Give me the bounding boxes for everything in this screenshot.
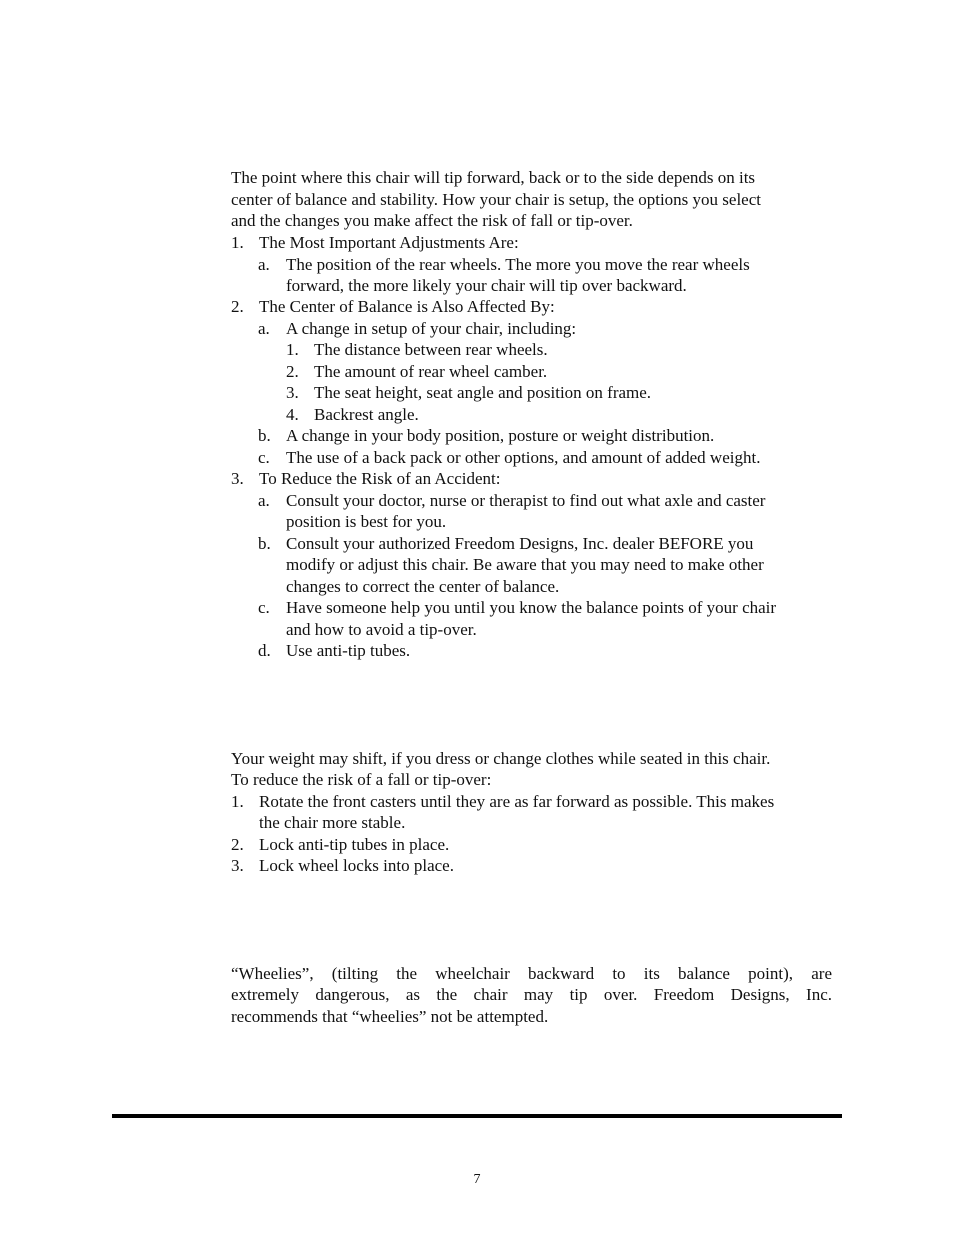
list-item-heading: To Reduce the Risk of an Accident:: [259, 469, 501, 488]
list-letter: d.: [258, 641, 271, 660]
footer-rule: [112, 1114, 842, 1118]
list-item-text: the chair more stable.: [259, 813, 406, 832]
list-item-text: changes to correct the center of balance.: [286, 577, 560, 596]
paragraph-line: “Wheelies”, (tilting the wheelchair backward to its balance point), are: [231, 964, 832, 983]
list-number: 2.: [286, 362, 299, 381]
list-letter: c.: [258, 448, 270, 467]
list-number: 3.: [286, 383, 299, 402]
list-item-text: The amount of rear wheel camber.: [314, 362, 548, 381]
list-number: 1.: [286, 340, 299, 359]
list-item-text: Use anti-tip tubes.: [286, 641, 411, 660]
list-item-text: Consult your doctor, nurse or therapist to find out what axle and caster: [286, 491, 766, 510]
list-item-text: A change in setup of your chair, including:: [286, 319, 577, 338]
paragraph-line: Your weight may shift, if you dress or change clothes while seated in this chair.: [231, 749, 771, 768]
list-item-text: A change in your body position, posture or weight distribution.: [286, 426, 715, 445]
list-letter: c.: [258, 598, 270, 617]
paragraph-line: recommends that “wheelies” not be attempted.: [231, 1007, 549, 1026]
list-number: 3.: [231, 856, 244, 875]
list-item-text: Lock anti-tip tubes in place.: [259, 835, 450, 854]
list-item-text: Rotate the front casters until they are as far forward as possible. This makes: [259, 792, 775, 811]
list-number: 1.: [231, 792, 244, 811]
list-item-text: The seat height, seat angle and position on frame.: [314, 383, 652, 402]
list-number: 3.: [231, 469, 244, 488]
list-letter: b.: [258, 534, 271, 553]
list-item-heading: The Center of Balance is Also Affected By:: [259, 297, 555, 316]
list-letter: a.: [258, 319, 270, 338]
list-number: 2.: [231, 835, 244, 854]
list-letter: a.: [258, 255, 270, 274]
list-item-heading: The Most Important Adjustments Are:: [259, 233, 519, 252]
paragraph-line: The point where this chair will tip forward, back or to the side depends on its: [231, 168, 756, 187]
list-number: 2.: [231, 297, 244, 316]
list-letter: b.: [258, 426, 271, 445]
list-item-text: modify or adjust this chair. Be aware that you may need to make other: [286, 555, 764, 574]
list-letter: a.: [258, 491, 270, 510]
list-item-text: Have someone help you until you know the balance points of your chair: [286, 598, 777, 617]
list-number: 4.: [286, 405, 299, 424]
list-item-text: forward, the more likely your chair will tip over backward.: [286, 276, 687, 295]
page-number: 7: [473, 1172, 481, 1187]
list-item-text: Consult your authorized Freedom Designs, Inc. dealer BEFORE you: [286, 534, 754, 553]
list-item-text: Backrest angle.: [314, 405, 419, 424]
list-item-text: Lock wheel locks into place.: [259, 856, 454, 875]
list-item-text: The position of the rear wheels. The more you move the rear wheels: [286, 255, 750, 274]
paragraph-line: To reduce the risk of a fall or tip-over:: [231, 770, 492, 789]
list-number: 1.: [231, 233, 244, 252]
list-item-text: The use of a back pack or other options, and amount of added weight.: [286, 448, 761, 467]
paragraph-line: center of balance and stability. How your chair is setup, the options you select: [231, 190, 761, 209]
list-item-text: The distance between rear wheels.: [314, 340, 548, 359]
paragraph-line: extremely dangerous, as the chair may tip over. Freedom Designs, Inc.: [231, 985, 832, 1004]
list-item-text: position is best for you.: [286, 512, 447, 531]
paragraph-line: and the changes you make affect the risk of fall or tip-over.: [231, 211, 633, 230]
list-item-text: and how to avoid a tip-over.: [286, 620, 477, 639]
